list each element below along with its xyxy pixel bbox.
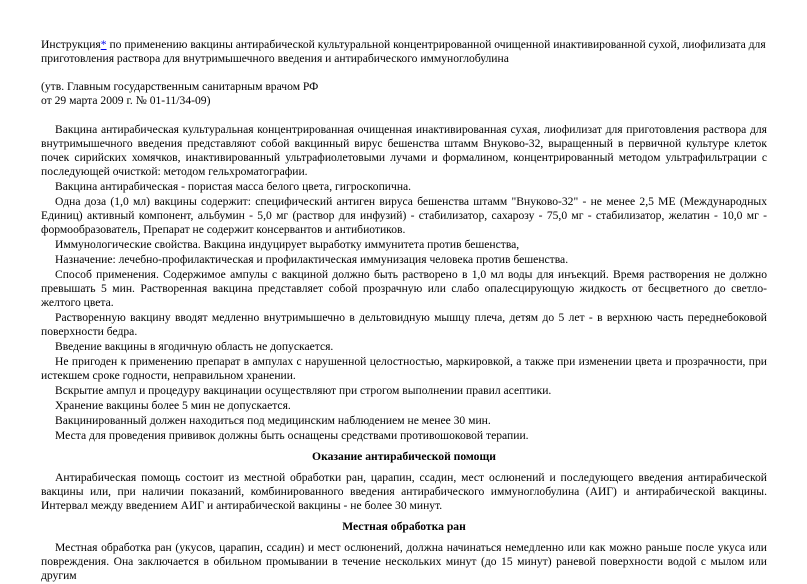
paragraph: Вакцина антирабическая культуральная концентрированная очищенная инактивированная сухая, лиофилизат для приготовления раствора для внутримышечного введения представляют собой вакцинный вирус бешенства штамм Внуково-32, выращенный в первичной культуре клеток почек сирийских хомячков, инактивированный ультрафиолетовыми лучами и формалином, концентрированный методом ультрафильтрации с последующей очисткой: методом гельхроматографии.: [41, 123, 767, 178]
paragraph: Вакцина антирабическая - пористая масса белого цвета, гигроскопична.: [55, 180, 412, 193]
paragraph: Одна доза (1,0 мл) вакцины содержит: специфический антиген вируса бешенства штамм "Внуково-32" - не менее 2,5 МЕ (Международных Единиц) активный компонент, альбумин - 5,0 мг (раствор для инфузий) - стабилизатор, сахарозу - 75,0 мг - стабилизатор, желатин - 10,0 мг - формообразователь, Препарат не содержит консервантов и антибиотиков.: [41, 195, 767, 236]
title-prefix: Инструкция: [41, 38, 101, 51]
approval-line-1: (утв. Главным государственным санитарным врачом РФ: [41, 80, 319, 93]
section-paragraph: Антирабическая помощь состоит из местной обработки ран, царапин, ссадин, мест ослюнений и последующего введения антирабической вакцины или, при наличии показаний, комбинированного введения антирабического иммуноглобулина (АИГ) и антирабической вакцины. Интервал между введением АИГ и антирабической вакцины - не более 30 минут.: [41, 471, 767, 512]
paragraph: Способ применения. Содержимое ампулы с вакциной должно быть растворено в 1,0 мл воды для инъекций. Время растворения не должно превышать 5 мин. Растворенная вакцина представляет собой прозрачную или слабо опалесцирующую жидкость от бесцветного до светло-желтого цвета.: [41, 268, 767, 309]
title-rest: по применению вакцины антирабической культуральной концентрированной очищенной инактивированной сухой, лиофилизата для приготовления раствора для внутримышечного введения и антирабического иммуноглобулина: [41, 38, 766, 65]
document-body: [41, 123, 767, 583]
section-heading-antirabies-help: Оказание антирабической помощи: [312, 450, 496, 463]
paragraph: Назначение: лечебно-профилактическая и профилактическая иммунизация человека против бешенства.: [55, 253, 569, 266]
approval-line-2: от 29 марта 2009 г. № 01-11/34-09): [41, 94, 211, 107]
section-heading-wound-treatment: Местная обработка ран: [342, 520, 466, 533]
paragraph: Не пригоден к применению препарат в ампулах с нарушенной целостностью, маркировкой, а также при изменении цвета и прозрачности, при истекшем сроке годности, неправильном хранении.: [41, 355, 767, 382]
paragraph: Вакцинированный должен находиться под медицинским наблюдением не менее 30 мин.: [55, 414, 491, 427]
paragraph: Места для проведения прививок должны быть оснащены средствами противошоковой терапии.: [55, 429, 529, 442]
document-title: [41, 38, 767, 66]
paragraph: Вскрытие ампул и процедуру вакцинации осуществляют при строгом выполнении правил асептики.: [55, 384, 552, 397]
section-paragraph: Местная обработка ран (укусов, царапин, ссадин) и мест ослюнений, должна начинаться немедленно или как можно раньше после укуса или повреждения. Она заключается в обильном промывании в течение нескольких минут (до 15 минут) раневой поверхности водой с мылом или другим: [41, 541, 767, 582]
paragraph: Иммунологические свойства. Вакцина индуцирует выработку иммунитета против бешенства,: [55, 238, 520, 251]
footnote-link[interactable]: *: [100, 38, 107, 51]
paragraph: Растворенную вакцину вводят медленно внутримышечно в дельтовидную мышцу плеча, детям до 5 лет - в верхнюю часть переднебоковой поверхности бедра.: [41, 311, 767, 338]
document-page: [41, 38, 767, 584]
paragraph: Введение вакцины в ягодичную область не допускается.: [55, 340, 334, 353]
paragraph: Хранение вакцины более 5 мин не допускается.: [55, 399, 291, 412]
approval-note: [41, 80, 767, 108]
